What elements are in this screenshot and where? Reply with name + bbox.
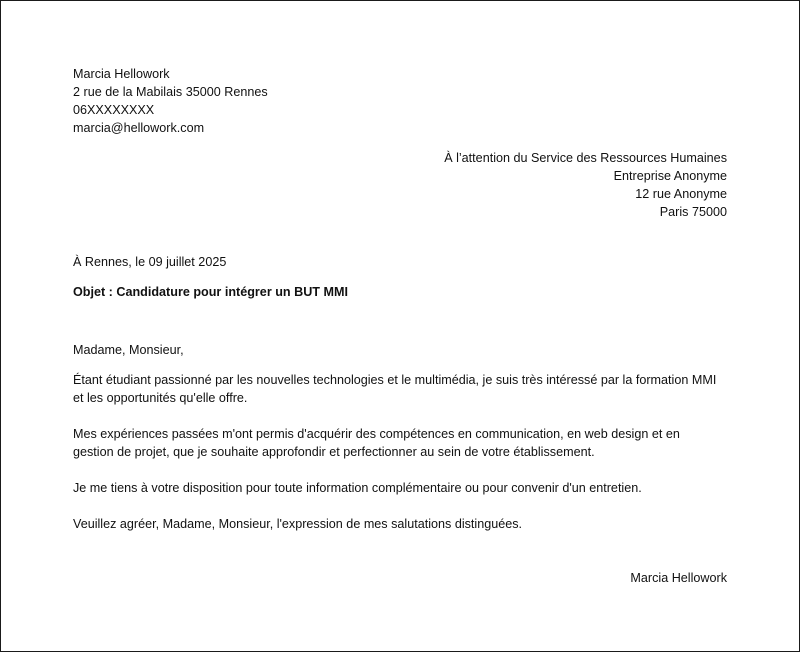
sender-address: 2 rue de la Mabilais 35000 Rennes bbox=[73, 85, 268, 99]
sender-name: Marcia Hellowork bbox=[73, 67, 170, 81]
sender-phone: 06XXXXXXXX bbox=[73, 103, 155, 117]
greeting: Madame, Monsieur, bbox=[73, 343, 184, 357]
signature: Marcia Hellowork bbox=[630, 571, 727, 585]
paragraph-line: Mes expériences passées m'ont permis d'acquérir des compétences en communication, en web design et en bbox=[73, 427, 680, 441]
paragraph-line: gestion de projet, que je souhaite approfondir et perfectionner au sein de votre établissement. bbox=[73, 445, 595, 459]
recipient-attention: À l’attention du Service des Ressources Humaines bbox=[444, 151, 727, 165]
paragraph-line: Étant étudiant passionné par les nouvelles technologies et le multimédia, je suis très intéressé par la formation MMI bbox=[73, 373, 717, 387]
paragraph-line: et les opportunités qu'elle offre. bbox=[73, 391, 248, 405]
recipient-street: 12 rue Anonyme bbox=[635, 187, 727, 201]
sender-email: marcia@hellowork.com bbox=[73, 121, 205, 135]
paragraph-line: Je me tiens à votre disposition pour toute information complémentaire ou pour convenir d'un entretien. bbox=[73, 481, 642, 495]
subject-line: Objet : Candidature pour intégrer un BUT MMI bbox=[73, 285, 348, 299]
recipient-company: Entreprise Anonyme bbox=[613, 169, 727, 183]
recipient-city: Paris 75000 bbox=[659, 205, 727, 219]
date-line: À Rennes, le 09 juillet 2025 bbox=[73, 255, 227, 269]
paragraph-line: Veuillez agréer, Madame, Monsieur, l'expression de mes salutations distinguées. bbox=[73, 517, 523, 531]
